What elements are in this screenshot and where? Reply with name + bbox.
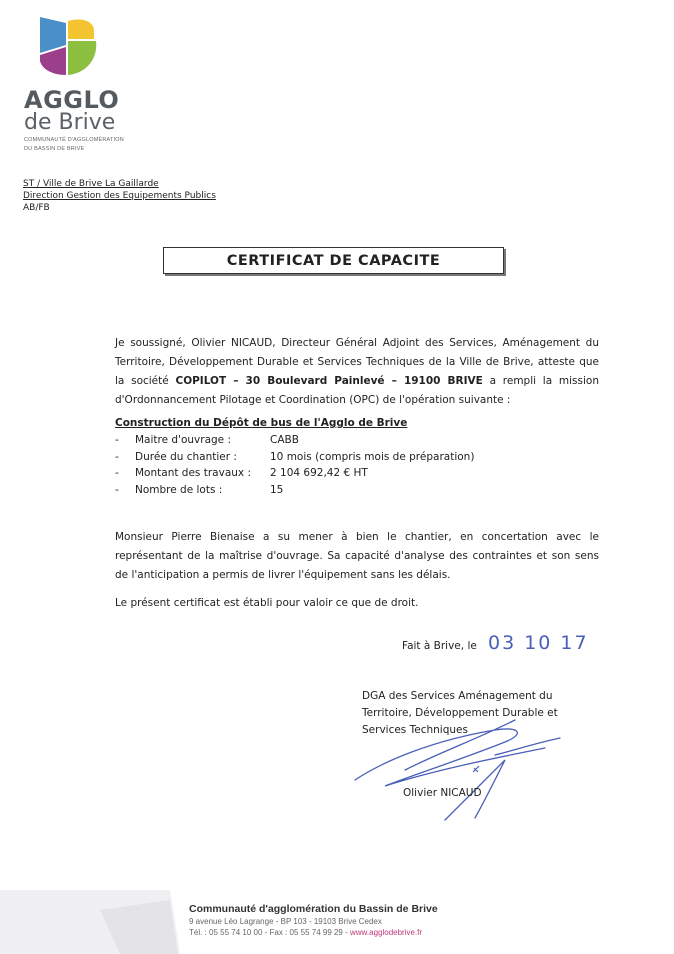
logo-subtitle-line1: COMMUNAUTÉ D'AGGLOMÉRATION bbox=[24, 137, 124, 143]
agglo-logo-wordmark bbox=[24, 87, 124, 153]
ref-service-line: ST / Ville de Brive La Gaillarde bbox=[23, 179, 159, 189]
logo-subtitle-line2: DU BASSIN DE BRIVE bbox=[24, 146, 85, 152]
handwritten-signature bbox=[345, 700, 595, 830]
ref-direction-line: Direction Gestion des Equipements Publics bbox=[23, 191, 216, 201]
document-title: CERTIFICAT DE CAPACITE bbox=[226, 252, 441, 269]
footer-org-name: Communauté d'agglomération du Bassin de Brive bbox=[189, 903, 438, 915]
list-item-value: 2 104 692,42 € HT bbox=[270, 467, 368, 479]
list-item-label: Durée du chantier : bbox=[135, 450, 237, 463]
footer-website-link[interactable]: www.agglodebrive.fr bbox=[350, 928, 423, 937]
list-item-label: Montant des travaux : bbox=[135, 467, 251, 479]
intro-text-part1: Je soussigné, Olivier NICAUD, Directeur Général Adjoint des Services, Aménagement du Territoire, Développement Durable et Services Techniques de la Ville de Brive, atteste que la société bbox=[115, 337, 599, 387]
list-item bbox=[115, 465, 535, 482]
closing-sentence: Le présent certificat est établi pour valoir ce que de droit. bbox=[115, 597, 419, 609]
logo-brand-line2: de Brive bbox=[24, 110, 116, 135]
place-date-label: Fait à Brive, le bbox=[402, 640, 477, 652]
list-item-value: 15 bbox=[270, 483, 284, 496]
list-item-label: Maitre d'ouvrage : bbox=[135, 434, 232, 446]
signatory-title-line3: Services Techniques bbox=[362, 724, 468, 736]
list-dash: - bbox=[115, 434, 119, 446]
signatory-title-line1: DGA des Services Aménagement du bbox=[362, 690, 553, 702]
list-item-label: Nombre de lots : bbox=[135, 483, 223, 496]
footer-address: 9 avenue Léo Lagrange - BP 103 - 19103 Brive Cedex bbox=[189, 917, 382, 926]
appraisal-paragraph: Monsieur Pierre Bienaise a su mener à bien le chantier, en concertation avec le représentant de la maîtrise d'ouvrage. Sa capacité d'analyse des contraintes et son sens de l'anticipation a permis de livrer l'équipement sans les délais. bbox=[115, 531, 599, 581]
list-item-value: 10 mois (compris mois de préparation) bbox=[270, 450, 475, 463]
ref-initials: AB/FB bbox=[23, 203, 50, 213]
document-title-box bbox=[163, 247, 504, 274]
intro-paragraph bbox=[115, 334, 599, 410]
footer-contact bbox=[189, 927, 438, 938]
list-item-value: CABB bbox=[270, 434, 299, 446]
intro-text-part2: a rempli la mission d'Ordonnancement Pilotage et Coordination (OPC) de l'opération suivante : bbox=[115, 375, 599, 406]
footer-address-block bbox=[189, 903, 438, 938]
list-item bbox=[115, 432, 535, 449]
list-item bbox=[115, 482, 535, 499]
operation-details-list bbox=[115, 432, 535, 498]
agglo-logo-icon bbox=[38, 15, 98, 77]
list-dash: - bbox=[115, 483, 119, 496]
signatory-name: Olivier NICAUD bbox=[403, 787, 482, 799]
logo-brand-line1: AGGLO bbox=[24, 86, 120, 114]
company-name: COPILOT – 30 Boulevard Painlevé – 19100 BRIVE bbox=[175, 375, 483, 387]
list-dash: - bbox=[115, 450, 119, 463]
list-dash: - bbox=[115, 467, 119, 479]
footer-phone-fax: Tél. : 05 55 74 10 00 - Fax : 05 55 74 99 29 - bbox=[189, 928, 350, 937]
operation-title: Construction du Dépôt de bus de l'Agglo de Brive bbox=[115, 417, 408, 429]
handwritten-date: 03 10 17 bbox=[488, 632, 589, 654]
signatory-title-line2: Territoire, Développement Durable et bbox=[362, 707, 558, 719]
list-item bbox=[115, 449, 535, 466]
